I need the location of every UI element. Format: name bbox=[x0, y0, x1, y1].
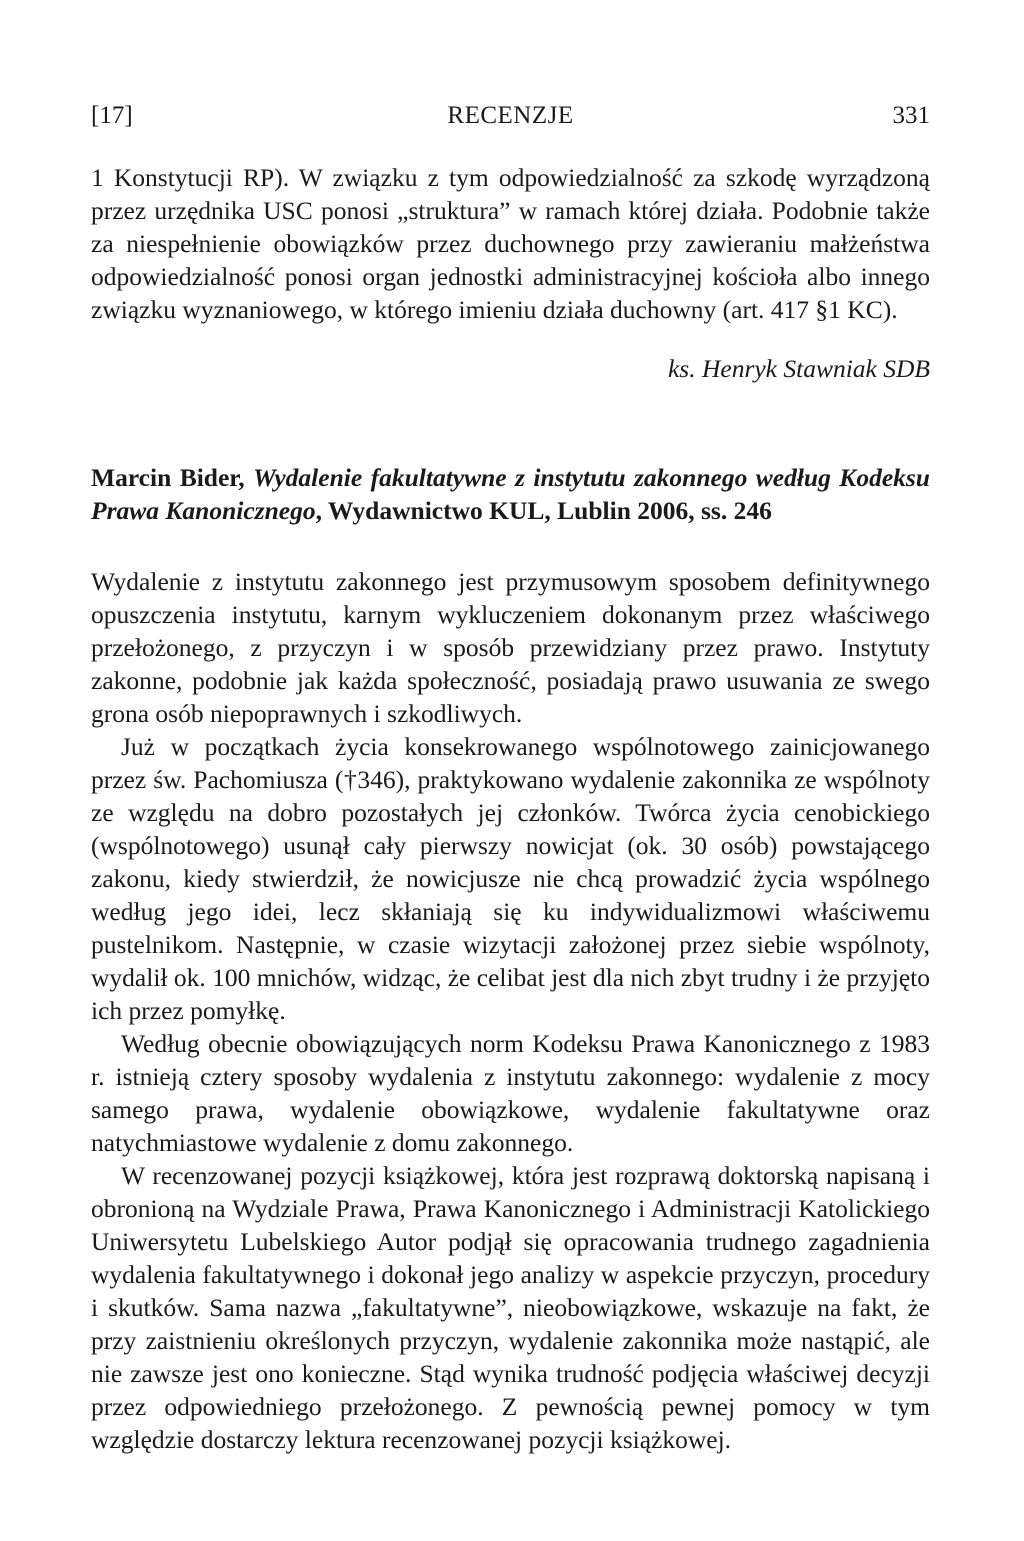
continuation-paragraph: 1 Konstytucji RP). W związku z tym odpowiedzialność za szkodę wyrządzoną przez urzędnika USC ponosi „struktura” w ramach której działa. Podobnie także za niespełnienie obowiązków przez duchownego przy zawieraniu małżeństwa odpowiedzialność ponosi organ jednostki administracyjnej kościoła albo innego związku wyznaniowego, w którego imieniu działa duchowny (art. 417 §1 KC). bbox=[91, 163, 930, 324]
review-body bbox=[91, 565, 930, 1456]
publication-details: , Wydawnictwo KUL, Lublin 2006, ss. 246 bbox=[315, 496, 772, 525]
book-title: Wydalenie fakultatywne z instytutu zakonnego według Kodeksu Prawa Kanonicznego bbox=[91, 463, 930, 525]
body-paragraph-2: Już w początkach życia konsekrowanego wspólnotowego zainicjowanego przez św. Pachomiusza (†346), praktykowano wydalenie zakonnika ze wspólnoty ze względu na dobro pozostałych jej członków. Twórca życia cenobickiego (wspólnotowego) usunął cały pierwszy nowicjat (ok. 30 osób) powstającego zakonu, kiedy stwierdził, że nowicjusze nie chcą prowadzić życia wspólnego według jego idei, lecz skłaniają się ku indywidualizmowi właściwemu pustelnikom. Następnie, w czasie wizytacji założonej przez siebie wspólnoty, wydalił ok. 100 mnichów, widząc, że celibat jest dla nich zbyt trudny i że przyjęto ich przez pomyłkę. bbox=[91, 732, 930, 1025]
body-paragraph-4: W recenzowanej pozycji książkowej, która jest rozprawą doktorską napisaną i obronioną na Wydziale Prawa, Prawa Kanonicznego i Administracji Katolickiego Uniwersytetu Lubelskiego Autor podjął się opracowania trudnego zagadnienia wydalenia fakultatywnego i dokonał jego analizy w aspekcie przyczyn, procedury i skutków. Sama nazwa „fakultatywne”, nieobowiązkowe, wskazuje na fakt, że przy zaistnieniu określonych przyczyn, wydalenie zakonnika może nastąpić, ale nie zawsze jest ono konieczne. Stąd wynika trudność podjęcia właściwej decyzji przez odpowiedniego przełożonego. Z pewnością pewnej pomocy w tym względzie dostarczy lektura recenzowanej pozycji książkowej. bbox=[91, 1161, 930, 1454]
section-title: RECENZJE bbox=[447, 102, 574, 129]
page-number: 331 bbox=[892, 102, 930, 129]
body-paragraph-3: Według obecnie obowiązujących norm Kodeksu Prawa Kanonicznego z 1983 r. istnieją cztery sposoby wydalenia z instytutu zakonnego: wydalenie z mocy samego prawa, wydalenie obowiązkowe, wydalenie fakultatywne oraz natychmiastowe wydalenie z domu zakonnego. bbox=[91, 1029, 930, 1157]
review-author: Marcin Bider, bbox=[91, 463, 254, 492]
document-page bbox=[91, 96, 930, 1456]
article-number: [17] bbox=[91, 102, 133, 129]
review-heading bbox=[91, 461, 930, 527]
body-paragraph-1: Wydalenie z instytutu zakonnego jest przymusowym sposobem definitywnego opuszczenia instytutu, karnym wykluczeniem dokonanym przez właściwego przełożonego, z przyczyn i w sposób przewidziany przez prawo. Instytuty zakonne, podobnie jak każda społeczność, posiadają prawo usuwania ze swego grona osób niepoprawnych i szkodliwych. bbox=[91, 567, 930, 728]
running-header bbox=[91, 96, 930, 136]
review-signature: ks. Henryk Stawniak SDB bbox=[667, 354, 930, 383]
